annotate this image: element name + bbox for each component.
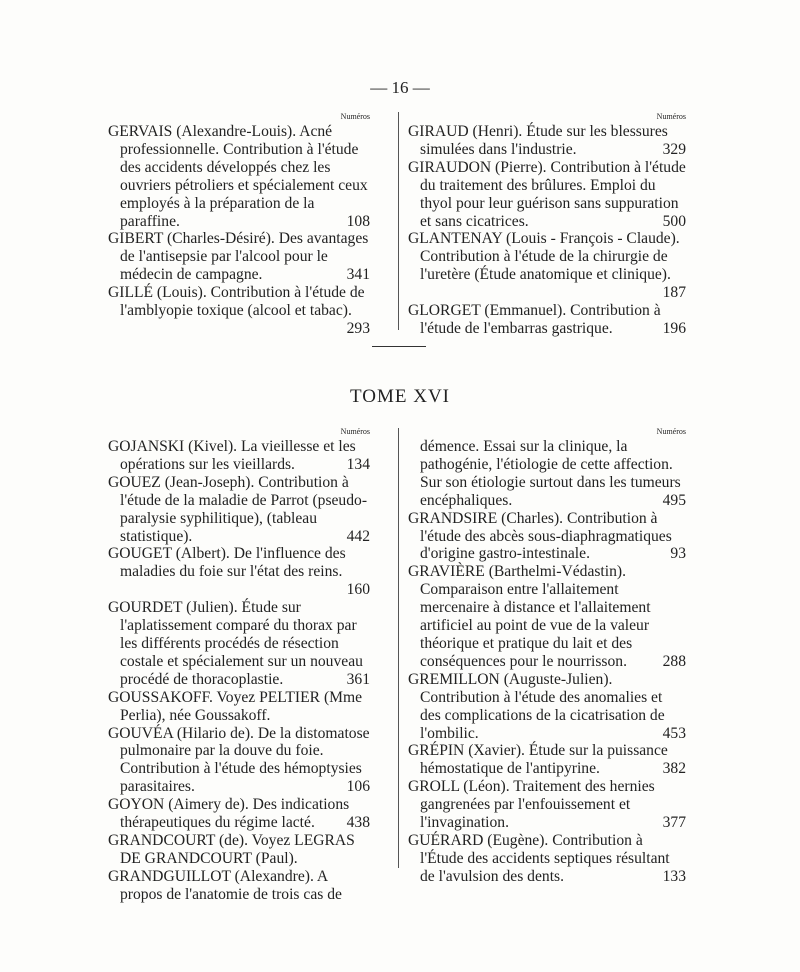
index-entry-continued: démence. Essai sur la clinique, la pathogénie, l'étiologie de cette affection. Sur son étiologie surtout dans les tumeurs encéphaliques. 495 — [420, 438, 686, 509]
index-entry: GROLL (Léon). Traitement des hernies gangrenées par l'enfouissement et l'invagination. 377 — [408, 778, 686, 832]
index-entry: GRAVIÈRE (Barthelmi-Védastin). Comparaison entre l'allaitement mercenaire à distance et l'allaitement artificiel au point de vue de la valeur théorique et pratique du lait et des conséquences pour le nourrisson. 288 — [408, 563, 686, 670]
column-header: Numéros — [340, 112, 370, 121]
index-entry: GREMILLON (Auguste-Julien). Contribution à l'étude des anomalies et des complications de la cicatrisation de l'ombilic. 453 — [408, 670, 686, 742]
index-entry: GUÉRARD (Eugène). Contribution à l'Étude des accidents septiques résultant de l'avulsion des dents. 133 — [408, 831, 686, 885]
index-entry: GRÉPIN (Xavier). Étude sur la puissance hémostatique de l'antipyrine. 382 — [408, 742, 686, 778]
index-entry: GOUVÉA (Hilario de). De la distomatose pulmonaire par la douve du foie. Contribution à l'étude des hémoptysies parasitaires. 106 — [108, 724, 370, 796]
bottom-right-column — [408, 426, 686, 886]
index-entry: GRANDSIRE (Charles). Contribution à l'étude des abcès sous-diaphragmatiques d'origine gastro-intestinale. 93 — [408, 509, 686, 563]
top-left-column — [108, 111, 370, 338]
column-divider — [398, 112, 399, 330]
page-number: — 16 — — [370, 78, 430, 97]
column-header: Numéros — [656, 427, 686, 436]
index-entry: GOUEZ (Jean-Joseph). Contribution à l'étude de la maladie de Parrot (pseudo-paralysie syphilitique), (tableau statistique). 442 — [108, 473, 370, 545]
bottom-left-column — [108, 426, 370, 904]
index-entry: GOURDET (Julien). Étude sur l'aplatissement comparé du thorax par les différents procédés de résection costale et spécialement sur un nouveau procédé de thoracoplastie. 361 — [108, 599, 370, 688]
top-right-column — [408, 111, 686, 338]
index-entry: GLANTENAY (Louis - François - Claude). Contribution à l'étude de la chirurgie de l'uretère (Étude anatomique et clinique). 187 — [408, 230, 686, 302]
section-title: TOME XVI — [349, 386, 450, 407]
index-entry: GOUGET (Albert). De l'influence des maladies du foie sur l'état des reins. 160 — [108, 545, 370, 599]
column-header: Numéros — [656, 112, 686, 121]
section-separator — [372, 346, 426, 347]
index-entry: GLORGET (Emmanuel). Contribution à l'étude de l'embarras gastrique. 196 — [408, 302, 686, 337]
index-entry: GRANDGUILLOT (Alexandre). A propos de l'anatomie de trois cas de — [108, 867, 342, 903]
index-entry: GIRAUD (Henri). Étude sur les blessures simulées dans l'industrie. 329 — [408, 123, 686, 158]
column-divider — [398, 428, 399, 868]
index-entry: GOYON (Aimery de). Des indications thérapeutiques du régime lacté. 438 — [108, 796, 370, 832]
index-entry: GILLÉ (Louis). Contribution à l'étude de l'amblyopie toxique (alcool et tabac). 293 — [108, 284, 370, 337]
index-entry: GOUSSAKOFF. Voyez PELTIER (Mme Perlia), née Goussakoff. — [108, 688, 363, 724]
column-header: Numéros — [340, 427, 370, 436]
index-entry: GERVAIS (Alexandre-Louis). Acné professionnelle. Contribution à l'étude des accidents développés chez les ouvriers pétroliers et spécialement ceux employés à la préparation de la paraffine. 108 — [108, 123, 370, 230]
index-entry: GRANDCOURT (de). Voyez LEGRAS DE GRANDCOURT (Paul). — [108, 831, 355, 867]
index-entry: GIBERT (Charles-Désiré). Des avantages de l'antisepsie par l'alcool pour le médecin de campagne. 341 — [108, 230, 370, 284]
index-entry: GOJANSKI (Kivel). La vieillesse et les opérations sur les vieillards. 134 — [108, 438, 370, 473]
index-entry: GIRAUDON (Pierre). Contribution à l'étude du traitement des brûlures. Emploi du thyol pour leur guérison sans suppuration et sans cicatrices. 500 — [408, 158, 686, 230]
